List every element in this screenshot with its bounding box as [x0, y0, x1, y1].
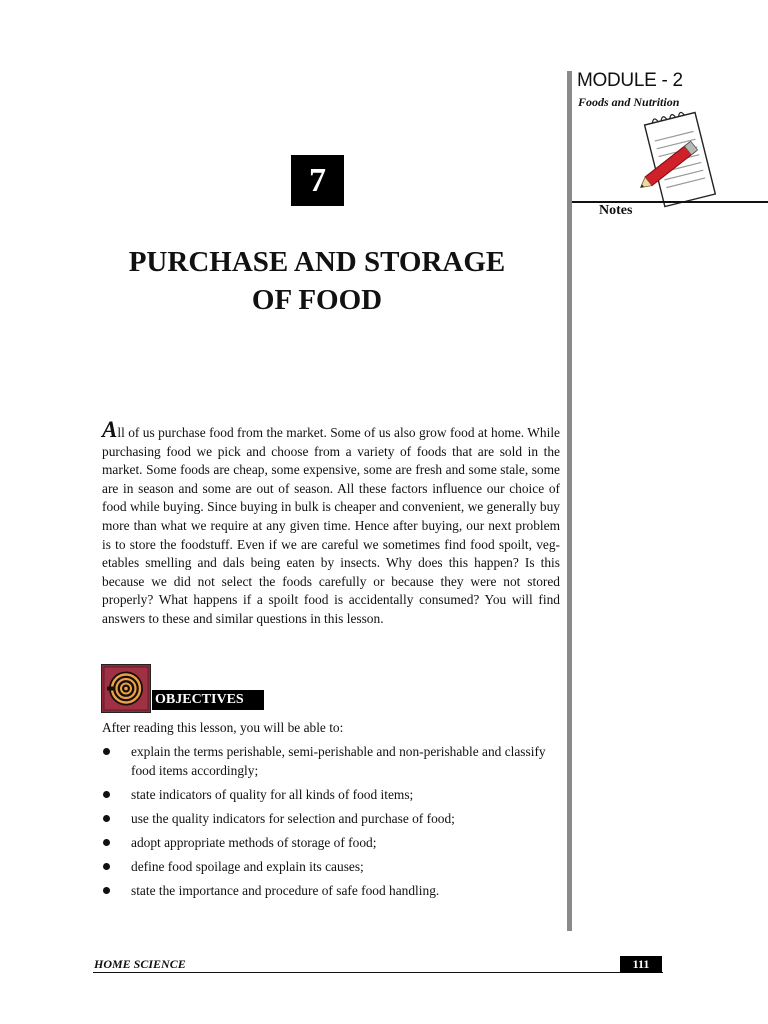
- footer-rule: [93, 972, 663, 973]
- objectives-heading: OBJECTIVES: [152, 690, 264, 710]
- objective-item: define food spoilage and explain its causes;: [102, 858, 560, 877]
- objective-item: explain the terms perishable, semi-perishable and non-perishable and classify food items accordingly;: [102, 743, 560, 780]
- objective-item: adopt appropriate methods of storage of food;: [102, 834, 560, 853]
- objective-item: use the quality indicators for selection and purchase of food;: [102, 810, 560, 829]
- chapter-title: [80, 243, 554, 319]
- notepad-pencil-icon: [640, 108, 716, 212]
- objective-item: state the importance and procedure of safe food handling.: [102, 882, 560, 901]
- objectives-list: [102, 743, 560, 906]
- module-subtitle: Foods and Nutrition: [578, 95, 680, 109]
- chapter-number: 7: [291, 155, 344, 206]
- target-icon: [101, 664, 151, 713]
- notes-label: Notes: [599, 203, 633, 218]
- intro-dropcap: A: [102, 417, 118, 442]
- intro-text: ll of us purchase food from the market. Some of us also grow food at home. While purchasing food we pick and choose from a variety of foods that are sold in the market. Some foods are cheap, some expensive, some are fresh and some stale, some are in season and some are out of season. All these factors influence our choice of food while buying. Since buying in bulk is cheaper and convenient, we generally buy more than what we require at any given time. Hence after buying, our next problem is to store the foodstuff. Even if we are careful we sometimes find food spoilt, veg-etables smelling and dals being eaten by insects. Why does this happen? Is this because we did not select the foods carefully or because they were not stored properly? What happens if a spoilt food is accidentally consumed? You will find answers to these and similar questions in this lesson.: [102, 425, 560, 626]
- page-number: 111: [620, 956, 662, 973]
- objectives-intro: After reading this lesson, you will be able to:: [102, 720, 344, 735]
- intro-paragraph: [102, 418, 560, 629]
- objective-item: state indicators of quality for all kinds of food items;: [102, 786, 560, 805]
- chapter-title-line-2: OF FOOD: [251, 284, 383, 316]
- chapter-title-line-1: PURCHASE AND STORAGE: [128, 246, 506, 278]
- margin-vertical-rule: [567, 71, 572, 931]
- module-label: MODULE - 2: [577, 70, 683, 91]
- footer-label: HOME SCIENCE: [94, 957, 186, 971]
